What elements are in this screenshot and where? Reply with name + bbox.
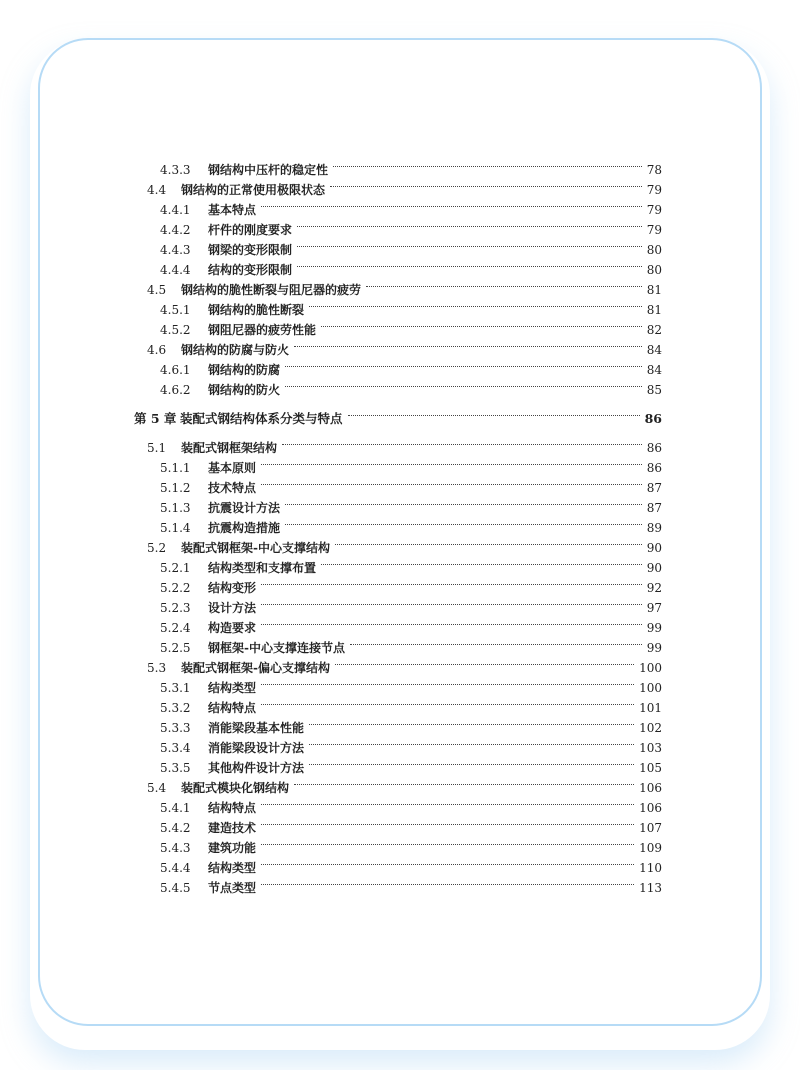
toc-subsection-entry[interactable] [160, 518, 662, 538]
toc-subsection-entry[interactable] [160, 858, 662, 878]
dot-leader [285, 386, 642, 387]
toc-entry-number: 5.4.3 [160, 841, 191, 855]
dot-leader [261, 804, 634, 805]
toc-entry-page: 103 [639, 741, 662, 755]
toc-subsection-entry[interactable] [160, 738, 662, 758]
toc-entry-title: 结构类型 [208, 681, 257, 695]
toc-entry-page: 89 [646, 521, 662, 535]
toc-entry-number: 5.1.2 [160, 481, 191, 495]
toc-entry-number: 第 5 章 [134, 411, 177, 426]
dot-leader [309, 744, 634, 745]
toc-subsection-entry[interactable] [160, 618, 662, 638]
toc-entry-number: 5.1.3 [160, 501, 191, 515]
toc-section-entry[interactable] [147, 280, 662, 300]
toc-entry-number: 5.4.1 [160, 801, 191, 815]
toc-entry-page: 81 [646, 303, 662, 317]
toc-chapter-entry[interactable] [134, 409, 662, 429]
toc-subsection-entry[interactable] [160, 498, 662, 518]
dot-leader [294, 346, 642, 347]
toc-subsection-entry[interactable] [160, 320, 662, 340]
toc-entry-number: 5.1.1 [160, 461, 191, 475]
toc-entry-page: 80 [646, 243, 662, 257]
dot-leader [309, 306, 642, 307]
toc-entry-page: 81 [646, 283, 662, 297]
toc-entry-number: 4.5.2 [160, 323, 191, 337]
toc-subsection-entry[interactable] [160, 718, 662, 738]
toc-entry-page: 79 [646, 223, 662, 237]
toc-entry-page: 107 [639, 821, 662, 835]
dot-leader [333, 166, 642, 167]
toc-entry-number: 5.2.3 [160, 601, 191, 615]
toc-entry-number: 4.5 [147, 283, 167, 297]
toc-entry-title: 设计方法 [208, 601, 257, 615]
dot-leader [335, 664, 634, 665]
toc-subsection-entry[interactable] [160, 300, 662, 320]
toc-subsection-entry[interactable] [160, 638, 662, 658]
toc-entry-page: 106 [639, 781, 662, 795]
toc-entry-number: 4.4.4 [160, 263, 191, 277]
dot-leader [261, 684, 634, 685]
toc-entry-title: 建筑功能 [208, 841, 257, 855]
toc-entry-number: 5.2 [147, 541, 167, 555]
toc-section-entry[interactable] [147, 778, 662, 798]
toc-entry-number: 5.1 [147, 441, 167, 455]
toc-entry-page: 99 [646, 641, 662, 655]
dot-leader [261, 624, 642, 625]
toc-subsection-entry[interactable] [160, 578, 662, 598]
toc-entry-title: 其他构件设计方法 [208, 761, 305, 775]
toc-entry-page: 86 [646, 441, 662, 455]
toc-entry-number: 4.4 [147, 183, 167, 197]
toc-entry-number: 5.4.4 [160, 861, 191, 875]
toc-entry-title: 钢结构中压杆的稳定性 [208, 163, 329, 177]
toc-entry-title: 抗震构造措施 [208, 521, 281, 535]
toc-entry-title: 装配式钢框架-偏心支撑结构 [181, 661, 330, 675]
toc-subsection-entry[interactable] [160, 758, 662, 778]
toc-entry-title: 抗震设计方法 [208, 501, 281, 515]
toc-entry-number: 5.4.5 [160, 881, 191, 895]
toc-entry-number: 4.4.2 [160, 223, 191, 237]
toc-entry-number: 4.6.1 [160, 363, 191, 377]
toc-entry-page: 105 [639, 761, 662, 775]
toc-entry-number: 4.6 [147, 343, 167, 357]
toc-entry-number: 5.4.2 [160, 821, 191, 835]
toc-entry-number: 4.4.1 [160, 203, 191, 217]
toc-entry-title: 钢结构的正常使用极限状态 [181, 183, 326, 197]
toc-entry-title: 结构类型 [208, 861, 257, 875]
toc-entry-number: 5.3.5 [160, 761, 191, 775]
toc-subsection-entry[interactable] [160, 478, 662, 498]
toc-entry-title: 装配式钢框架-中心支撑结构 [181, 541, 330, 555]
dot-leader [285, 366, 642, 367]
toc-entry-page: 102 [639, 721, 662, 735]
toc-entry-page: 97 [646, 601, 662, 615]
dot-leader [285, 504, 642, 505]
dot-leader [335, 544, 642, 545]
toc-entry-number: 5.2.5 [160, 641, 191, 655]
toc-entry-title: 钢结构的脆性断裂 [208, 303, 305, 317]
toc-entry-page: 113 [639, 881, 662, 895]
toc-entry-page: 90 [646, 561, 662, 575]
toc-subsection-entry[interactable] [160, 838, 662, 858]
dot-leader [348, 415, 640, 416]
toc-entry-page: 85 [646, 383, 662, 397]
toc-subsection-entry[interactable] [160, 220, 662, 240]
toc-entry-title: 钢框架-中心支撑连接节点 [208, 641, 345, 655]
dot-leader [321, 564, 642, 565]
toc-section-entry[interactable] [147, 538, 662, 558]
toc-entry-number: 5.3.2 [160, 701, 191, 715]
dot-leader [261, 484, 642, 485]
toc-entry-page: 110 [639, 861, 662, 875]
toc-entry-number: 5.3 [147, 661, 167, 675]
toc-section-entry[interactable] [147, 658, 662, 678]
toc-entry-page: 87 [646, 481, 662, 495]
toc-entry-title: 结构的变形限制 [208, 263, 293, 277]
dot-leader [350, 644, 642, 645]
toc-subsection-entry[interactable] [160, 698, 662, 718]
dot-leader [309, 724, 634, 725]
toc-entry-page: 79 [646, 183, 662, 197]
dot-leader [297, 226, 642, 227]
toc-entry-page: 86 [644, 411, 662, 426]
toc-subsection-entry[interactable] [160, 678, 662, 698]
toc-entry-page: 86 [646, 461, 662, 475]
toc-entry-title: 基本原则 [208, 461, 257, 475]
toc-entry-title: 消能梁段基本性能 [208, 721, 305, 735]
toc-entry-title: 钢结构的防腐 [208, 363, 281, 377]
toc-entry-title: 钢结构的防腐与防火 [181, 343, 290, 357]
toc-section-entry[interactable] [147, 340, 662, 360]
toc-entry-number: 5.4 [147, 781, 167, 795]
toc-entry-title: 构造要求 [208, 621, 257, 635]
dot-leader [261, 864, 634, 865]
toc-entry-title: 结构特点 [208, 801, 257, 815]
toc-entry-title: 技术特点 [208, 481, 257, 495]
toc-entry-page: 84 [646, 343, 662, 357]
dot-leader [297, 246, 642, 247]
toc-entry-page: 90 [646, 541, 662, 555]
toc-entry-page: 87 [646, 501, 662, 515]
toc-entry-page: 99 [646, 621, 662, 635]
dot-leader [261, 604, 642, 605]
toc-entry-page: 82 [646, 323, 662, 337]
toc-entry-number: 5.3.3 [160, 721, 191, 735]
toc-entry-number: 4.5.1 [160, 303, 191, 317]
toc-entry-page: 84 [646, 363, 662, 377]
toc-subsection-entry[interactable] [160, 160, 662, 180]
dot-leader [366, 286, 642, 287]
toc-entry-number: 5.1.4 [160, 521, 191, 535]
toc-subsection-entry[interactable] [160, 878, 662, 898]
toc-subsection-entry[interactable] [160, 798, 662, 818]
toc-entry-number: 5.3.4 [160, 741, 191, 755]
dot-leader [261, 464, 642, 465]
dot-leader [261, 584, 642, 585]
toc-entry-number: 4.4.3 [160, 243, 191, 257]
toc-entry-title: 结构变形 [208, 581, 257, 595]
toc-entry-page: 106 [639, 801, 662, 815]
toc-section-entry[interactable] [147, 438, 662, 458]
toc-entry-title: 钢结构的脆性断裂与阻尼器的疲劳 [181, 283, 362, 297]
toc-subsection-entry[interactable] [160, 360, 662, 380]
toc-subsection-entry[interactable] [160, 260, 662, 280]
toc-entry-page: 109 [639, 841, 662, 855]
dot-leader [282, 444, 642, 445]
toc-entry-number: 5.2.4 [160, 621, 191, 635]
toc-entry-title: 钢阻尼器的疲劳性能 [208, 323, 317, 337]
dot-leader [321, 326, 642, 327]
toc-subsection-entry[interactable] [160, 380, 662, 400]
toc-entry-title: 装配式钢框架结构 [181, 441, 278, 455]
toc-subsection-entry[interactable] [160, 240, 662, 260]
toc-entry-page: 101 [639, 701, 662, 715]
dot-leader [309, 764, 634, 765]
toc-entry-page: 80 [646, 263, 662, 277]
toc-subsection-entry[interactable] [160, 200, 662, 220]
dot-leader [285, 524, 642, 525]
dot-leader [297, 266, 642, 267]
dot-leader [261, 206, 642, 207]
toc-entry-title: 基本特点 [208, 203, 257, 217]
toc-entry-title: 钢结构的防火 [208, 383, 281, 397]
dot-leader [330, 186, 642, 187]
toc-entry-title: 节点类型 [208, 881, 257, 895]
toc-entry-page: 79 [646, 203, 662, 217]
toc-entry-title: 杆件的刚度要求 [208, 223, 293, 237]
toc-entry-title: 装配式模块化钢结构 [181, 781, 290, 795]
toc-subsection-entry[interactable] [160, 458, 662, 478]
dot-leader [261, 884, 634, 885]
toc-entry-number: 4.6.2 [160, 383, 191, 397]
toc-subsection-entry[interactable] [160, 598, 662, 618]
toc-entry-title: 结构类型和支撑布置 [208, 561, 317, 575]
toc-entry-title: 结构特点 [208, 701, 257, 715]
toc-entry-title: 装配式钢结构体系分类与特点 [180, 411, 343, 426]
dot-leader [261, 704, 634, 705]
dot-leader [261, 824, 634, 825]
toc-entry-title: 消能梁段设计方法 [208, 741, 305, 755]
toc-entry-page: 100 [639, 661, 662, 675]
dot-leader [261, 844, 634, 845]
toc-section-entry[interactable] [147, 180, 662, 200]
dot-leader [294, 784, 634, 785]
toc-entry-number: 5.2.1 [160, 561, 191, 575]
toc-entry-page: 78 [646, 163, 662, 177]
toc-entry-number: 4.3.3 [160, 163, 191, 177]
toc-entry-page: 92 [646, 581, 662, 595]
toc-entry-page: 100 [639, 681, 662, 695]
toc-entry-title: 建造技术 [208, 821, 257, 835]
toc-subsection-entry[interactable] [160, 818, 662, 838]
toc-entry-number: 5.3.1 [160, 681, 191, 695]
toc-entry-title: 钢梁的变形限制 [208, 243, 293, 257]
toc-subsection-entry[interactable] [160, 558, 662, 578]
toc-entry-number: 5.2.2 [160, 581, 191, 595]
